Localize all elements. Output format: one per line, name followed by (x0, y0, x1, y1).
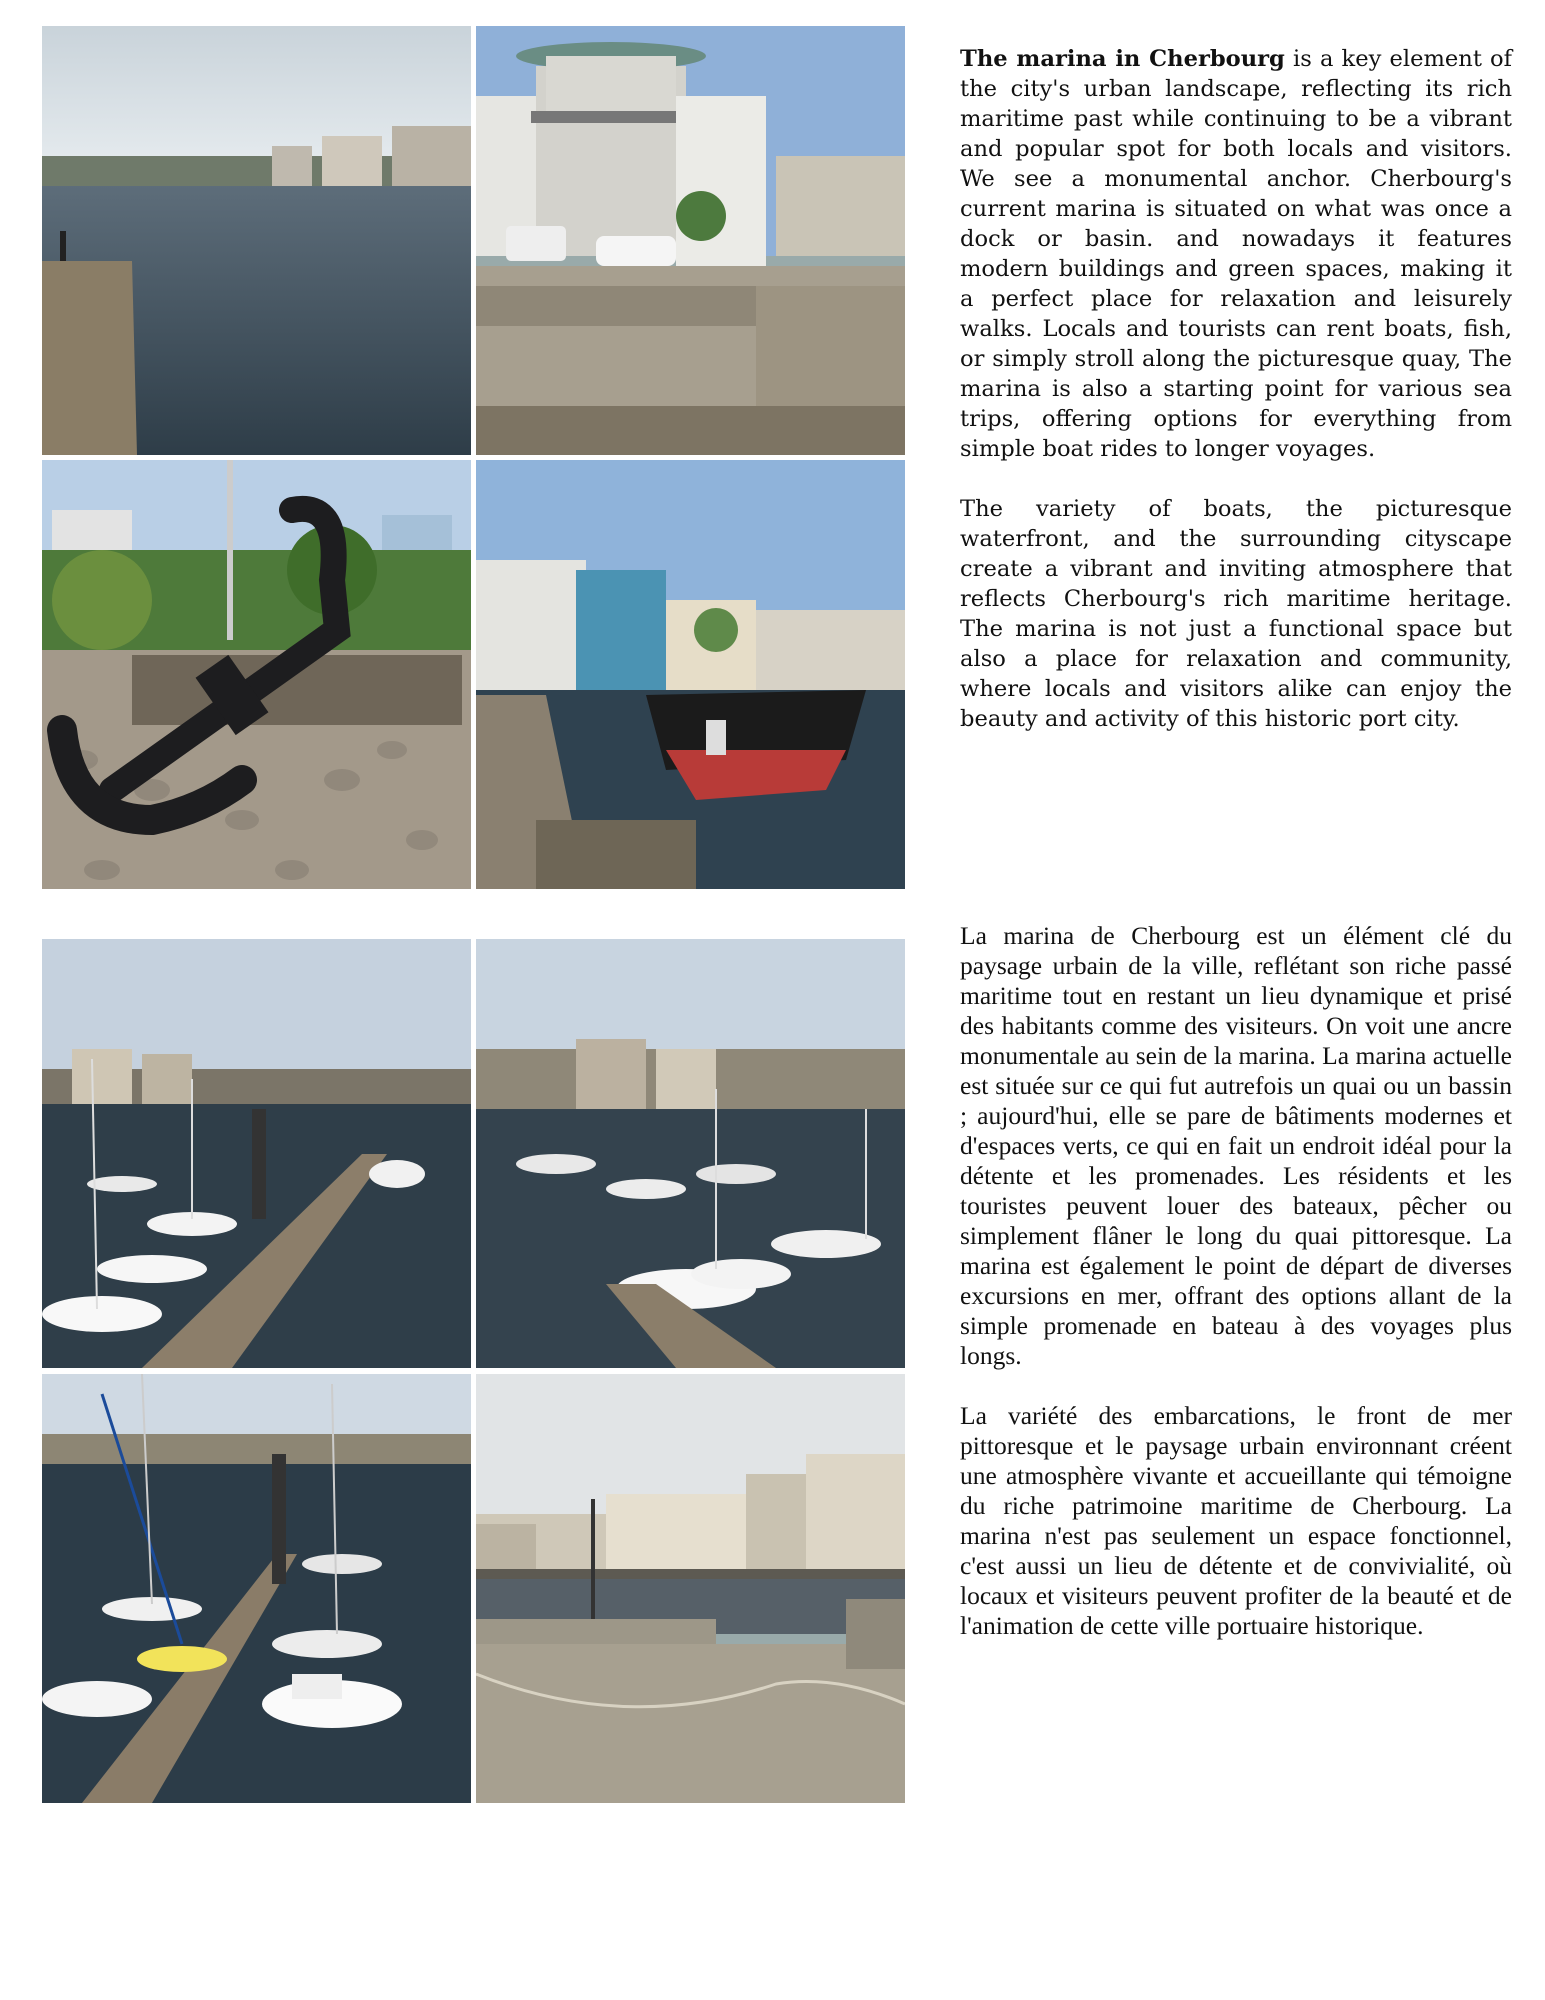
photo-harbor-quay (42, 26, 471, 455)
french-paragraph-2: La variété des embarcations, le front de mer pittoresque et le paysage urbain environnant créent une atmosphère vivante et accueillante qui témoigne du riche patrimoine maritime de Cherbourg. La marina n'est pas seulement un espace fonctionnel, c'est aussi un lieu de détente et de convivialité, où locaux et visiteurs peuvent profiter de la beauté et de l'animation de cette ville portuaire historique. (960, 1401, 1512, 1640)
english-description (960, 44, 1512, 764)
photo-fishing-boat (476, 460, 905, 889)
photo-marina-pontoon-2 (476, 939, 905, 1368)
photo-monumental-anchor (42, 460, 471, 889)
french-description (960, 921, 1512, 1671)
photo-marina-motorboats (42, 1374, 471, 1803)
photo-harbor-office (476, 26, 905, 455)
french-paragraph-1: La marina de Cherbourg est un élément clé du paysage urbain de la ville, reflétant son riche passé maritime tout en restant un lieu dynamique et prisé des habitants comme des visiteurs. On voit une ancre monumentale au sein de la marina. La marina actuelle est située sur ce qui fut autrefois un quai ou un bassin ; aujourd'hui, elle se pare de bâtiments modernes et d'espaces verts, ce qui en fait un endroit idéal pour la détente et les promenades. Les résidents et les touristes peuvent louer des bateaux, pêcher ou simplement flâner le long du quai pittoresque. La marina est également le point de départ de diverses excursions en mer, offrant des options allant de la simple promenade en bateau à des voyages plus longs. (960, 921, 1512, 1370)
english-paragraph-1 (960, 44, 1512, 464)
photo-quay-cityscape (476, 1374, 905, 1803)
article-title: The marina in Cherbourg (960, 46, 1285, 72)
english-paragraph-1-body: is a key element of the city's urban landscape, reflecting its rich maritime past while continuing to be a vibrant and popular spot for both locals and visitors. We see a monumental anchor. Cherbourg's current marina is situated on what was once a dock or basin. and nowadays it features modern buildings and green spaces, making it a perfect place for relaxation and leisurely walks. Locals and tourists can rent boats, fish, or simply stroll along the picturesque quay, The marina is also a starting point for various sea trips, offering options for everything from simple boat rides to longer voyages. (960, 46, 1512, 462)
photo-marina-pontoon-1 (42, 939, 471, 1368)
english-paragraph-2: The variety of boats, the picturesque waterfront, and the surrounding cityscape create a vibrant and inviting atmosphere that reflects Cherbourg's rich maritime heritage. The marina is not just a functional space but also a place for relaxation and community, where locals and visitors alike can enjoy the beauty and activity of this historic port city. (960, 496, 1512, 732)
